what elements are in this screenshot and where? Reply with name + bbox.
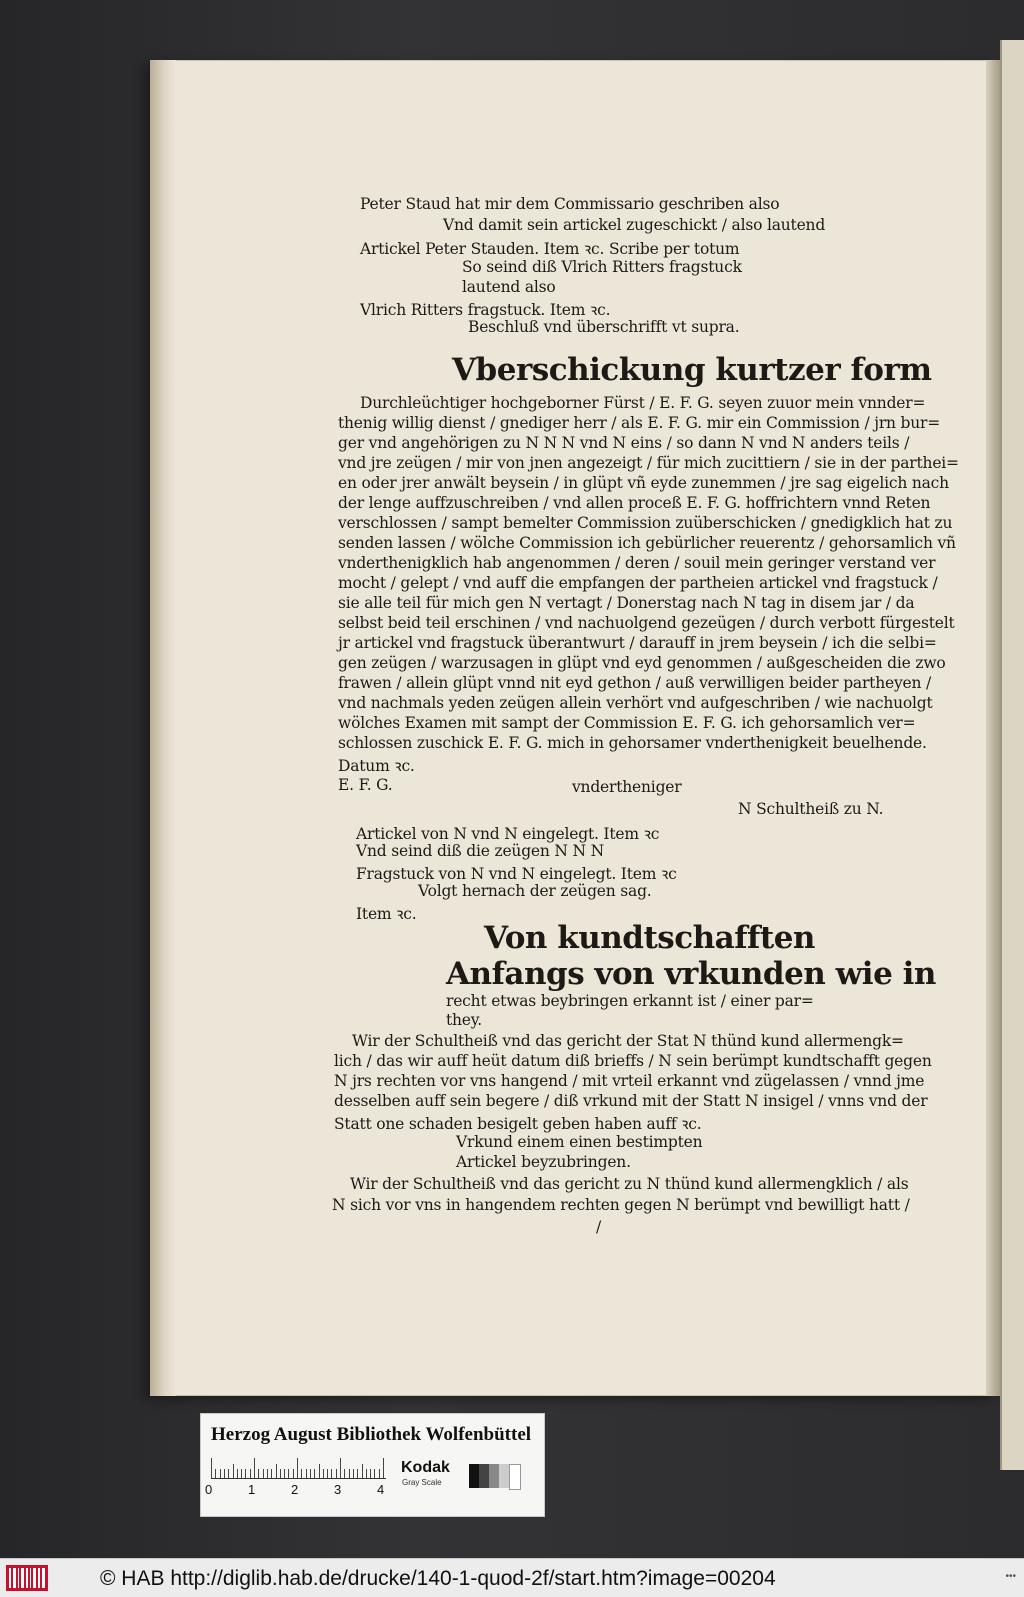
top-line-4: So seind diß Vlrich Ritters fragstuck: [462, 258, 742, 276]
ruler-tick: [233, 1464, 234, 1478]
subhead-4-line-2: Artickel beyzubringen.: [456, 1153, 631, 1171]
ruler-tick: [224, 1469, 225, 1478]
ruler-tick: [297, 1458, 298, 1478]
ruler-tick: [319, 1464, 320, 1478]
mid-line-5: Item ꝛc.: [356, 905, 417, 923]
scale-ruler: [211, 1456, 386, 1479]
ruler-tick: [379, 1469, 380, 1478]
ruler-tick: [280, 1469, 281, 1478]
color-reference-card: [200, 1413, 545, 1517]
ruler-tick: [362, 1464, 363, 1478]
top-line-6: Vlrich Ritters fragstuck. Item ꝛc.: [360, 301, 611, 319]
p1-line: jr artickel vnd fragstuck überantwurt / darauff in jrem beysein / ich die selbi=: [338, 634, 937, 652]
heading-anfangs: Anfangs von vrkunden wie in: [446, 956, 936, 992]
p1-line: wölches Examen mit sampt der Commission E. F. G. ich gehorsamlich ver=: [338, 714, 916, 732]
heading3-sub-2: they.: [446, 1011, 483, 1029]
footer-bar: [0, 1558, 1024, 1597]
ruler-tick: [344, 1469, 345, 1478]
p1-line: frawen / allein glüpt vnnd nit eyd gethon / auß verwilligen beider partheyen /: [338, 674, 932, 692]
p1-line: Durchleüchtiger hochgeborner Fürst / E. F. G. seyen zuuor mein vnnder=: [360, 394, 926, 412]
ruler-number: 1: [248, 1482, 256, 1497]
ruler-tick: [323, 1469, 324, 1478]
signoff-left: E. F. G.: [338, 776, 393, 794]
ruler-tick: [340, 1458, 341, 1478]
p2-line: desselben auff sein begere / diß vrkund mit der Statt N insigel / vnns vnd der: [334, 1092, 928, 1110]
signoff-middle: vndertheniger: [572, 778, 682, 796]
ruler-tick: [271, 1469, 272, 1478]
ruler-tick: [220, 1469, 221, 1478]
subhead-4-line-1: Vrkund einem einen bestimpten: [456, 1133, 703, 1151]
ruler-tick: [357, 1469, 358, 1478]
p1-line: vnd jre zeügen / mir von jnen angezeigt / für mich zucittiern / sie in der parthei=: [338, 454, 959, 472]
p1-line: vnd nachmals yeden zeügen allein verhört vnd aufgeschriben / wie nachuolgt: [338, 694, 933, 712]
page-right-edge: [986, 60, 1000, 1396]
p1-line: schlossen zuschick E. F. G. mich in gehorsamer vnderthenigkeit beuelhende.: [338, 734, 927, 752]
ruler-number: 4: [377, 1482, 385, 1497]
mid-line-4: Volgt hernach der zeügen sag.: [418, 882, 652, 900]
mid-line-1: Artickel von N vnd N eingelegt. Item ꝛc: [356, 825, 660, 843]
top-line-1: Peter Staud hat mir dem Commissario geschriben also: [360, 195, 780, 213]
ruler-tick: [267, 1469, 268, 1478]
p2-line: Wir der Schultheiß vnd das gericht der Stat N thünd kund allermengk=: [352, 1032, 904, 1050]
ruler-tick: [215, 1469, 216, 1478]
ruler-tick: [353, 1469, 354, 1478]
p2-line: N jrs rechten vor vns hangend / mit vrteil erkannt vnd zügelassen / vnnd jme: [334, 1072, 925, 1090]
ruler-tick: [370, 1469, 371, 1478]
ruler-tick: [314, 1469, 315, 1478]
ruler-tick: [211, 1458, 212, 1478]
copyright-url[interactable]: © HAB http://diglib.hab.de/drucke/140-1-quod-2f/start.htm?image=00204: [100, 1567, 776, 1590]
mid-line-3: Fragstuck von N vnd N eingelegt. Item ꝛc: [356, 865, 677, 883]
top-line-3: Artickel Peter Stauden. Item ꝛc. Scribe per totum: [360, 240, 740, 258]
p1-line: selbst beid teil erschinen / vnd nachuolgend gezeügen / durch verbott fürgestelt: [338, 614, 955, 632]
ruler-tick: [263, 1469, 264, 1478]
p1-line: ger vnd angehörigen zu N N N vnd N eins / so dann N vnd N anders teils /: [338, 434, 910, 452]
page-gutter-shadow: [150, 60, 176, 1396]
ruler-tick: [288, 1469, 289, 1478]
top-line-7: Beschluß vnd überschrifft vt supra.: [468, 318, 740, 336]
facing-page-edge: [1000, 40, 1024, 1470]
ruler-tick: [374, 1469, 375, 1478]
heading3-sub-1: recht etwas beybringen erkannt ist / einer par=: [446, 992, 814, 1010]
ruler-tick: [366, 1469, 367, 1478]
p1-line: sie alle teil für mich gen N vertagt / Donerstag nach N tag in disem jar / da: [338, 594, 915, 612]
heading-uberschickung: Vberschickung kurtzer form: [452, 352, 932, 388]
gray-scale-label: Gray Scale: [402, 1478, 442, 1487]
p1-line: thenig willig dienst / gnediger herr / als E. F. G. mir ein Commission / jrn bur=: [338, 414, 941, 432]
p1-line: Datum ꝛc.: [338, 757, 415, 775]
p2-line: lich / das wir auff heüt datum diß brieffs / N sein berümpt kundtschafft gegen: [334, 1052, 932, 1070]
gray-swatch: [499, 1464, 509, 1488]
p1-line: vnderthenigklich hab angenommen / deren / souil mein geringer verstand ver: [338, 554, 936, 572]
ruler-tick: [310, 1469, 311, 1478]
gray-swatch: [469, 1464, 479, 1488]
card-title: Herzog August Bibliothek Wolfenbüttel: [211, 1424, 532, 1445]
heading-kundtschafften: Von kundtschafften: [484, 920, 815, 956]
ruler-tick: [228, 1469, 229, 1478]
ruler-number: 0: [205, 1482, 213, 1497]
p3-line: N sich vor vns in hangendem rechten gegen N berümpt vnd bewilligt hatt /: [332, 1196, 910, 1214]
p1-line: mocht / gelept / vnd auff die empfangen der partheien artickel vnd fragstuck /: [338, 574, 938, 592]
ruler-tick: [237, 1469, 238, 1478]
p1-line: senden lassen / wölche Commission ich gebürlicher reuerentz / gehorsamlich vñ: [338, 534, 956, 552]
ruler-tick: [336, 1469, 337, 1478]
ruler-number: 2: [291, 1482, 299, 1497]
mid-line-2: Vnd seind diß die zeügen N N N: [356, 842, 604, 860]
p1-line: gen zeügen / warzusagen in glüpt vnd eyd genommen / außgescheiden die zwo: [338, 654, 946, 672]
kodak-brand: Kodak: [401, 1459, 450, 1476]
barcode-logo-icon: [6, 1565, 48, 1591]
p2-line: Statt one schaden besigelt geben haben auff ꝛc.: [334, 1115, 702, 1133]
ruler-tick: [258, 1469, 259, 1478]
p1-line: verschlossen / sampt bemelter Commission zuüberschicken / gnedigklich hat zu: [338, 514, 953, 532]
ruler-tick: [331, 1469, 332, 1478]
p1-line: en oder jrer anwält beysein / in glüpt vñ eyde zunemmen / jre sag eigelich nach: [338, 474, 949, 492]
ruler-tick: [245, 1469, 246, 1478]
ruler-tick: [293, 1469, 294, 1478]
ruler-tick: [306, 1469, 307, 1478]
ruler-tick: [349, 1469, 350, 1478]
signoff-right: N Schultheiß zu N.: [738, 800, 884, 818]
more-options-icon[interactable]: •••: [1005, 1571, 1016, 1582]
ruler-tick: [276, 1464, 277, 1478]
ruler-tick: [241, 1469, 242, 1478]
top-line-5: lautend also: [462, 278, 556, 296]
top-line-2: Vnd damit sein artickel zugeschickt / also lautend: [443, 216, 826, 234]
catchword: /: [596, 1218, 602, 1236]
gray-swatch: [489, 1464, 499, 1488]
p3-line: Wir der Schultheiß vnd das gericht zu N thünd kund allermengklich / als: [350, 1175, 909, 1193]
p1-line: der lenge auffzuschreiben / vnd allen proceß E. F. G. hoffrichtern vnnd Reten: [338, 494, 931, 512]
ruler-number: 3: [334, 1482, 342, 1497]
ruler-tick: [254, 1458, 255, 1478]
ruler-tick: [284, 1469, 285, 1478]
ruler-tick: [250, 1469, 251, 1478]
ruler-tick: [301, 1469, 302, 1478]
ruler-tick: [327, 1469, 328, 1478]
gray-swatch: [509, 1464, 521, 1490]
ruler-tick: [383, 1458, 384, 1478]
gray-swatch: [479, 1464, 489, 1488]
